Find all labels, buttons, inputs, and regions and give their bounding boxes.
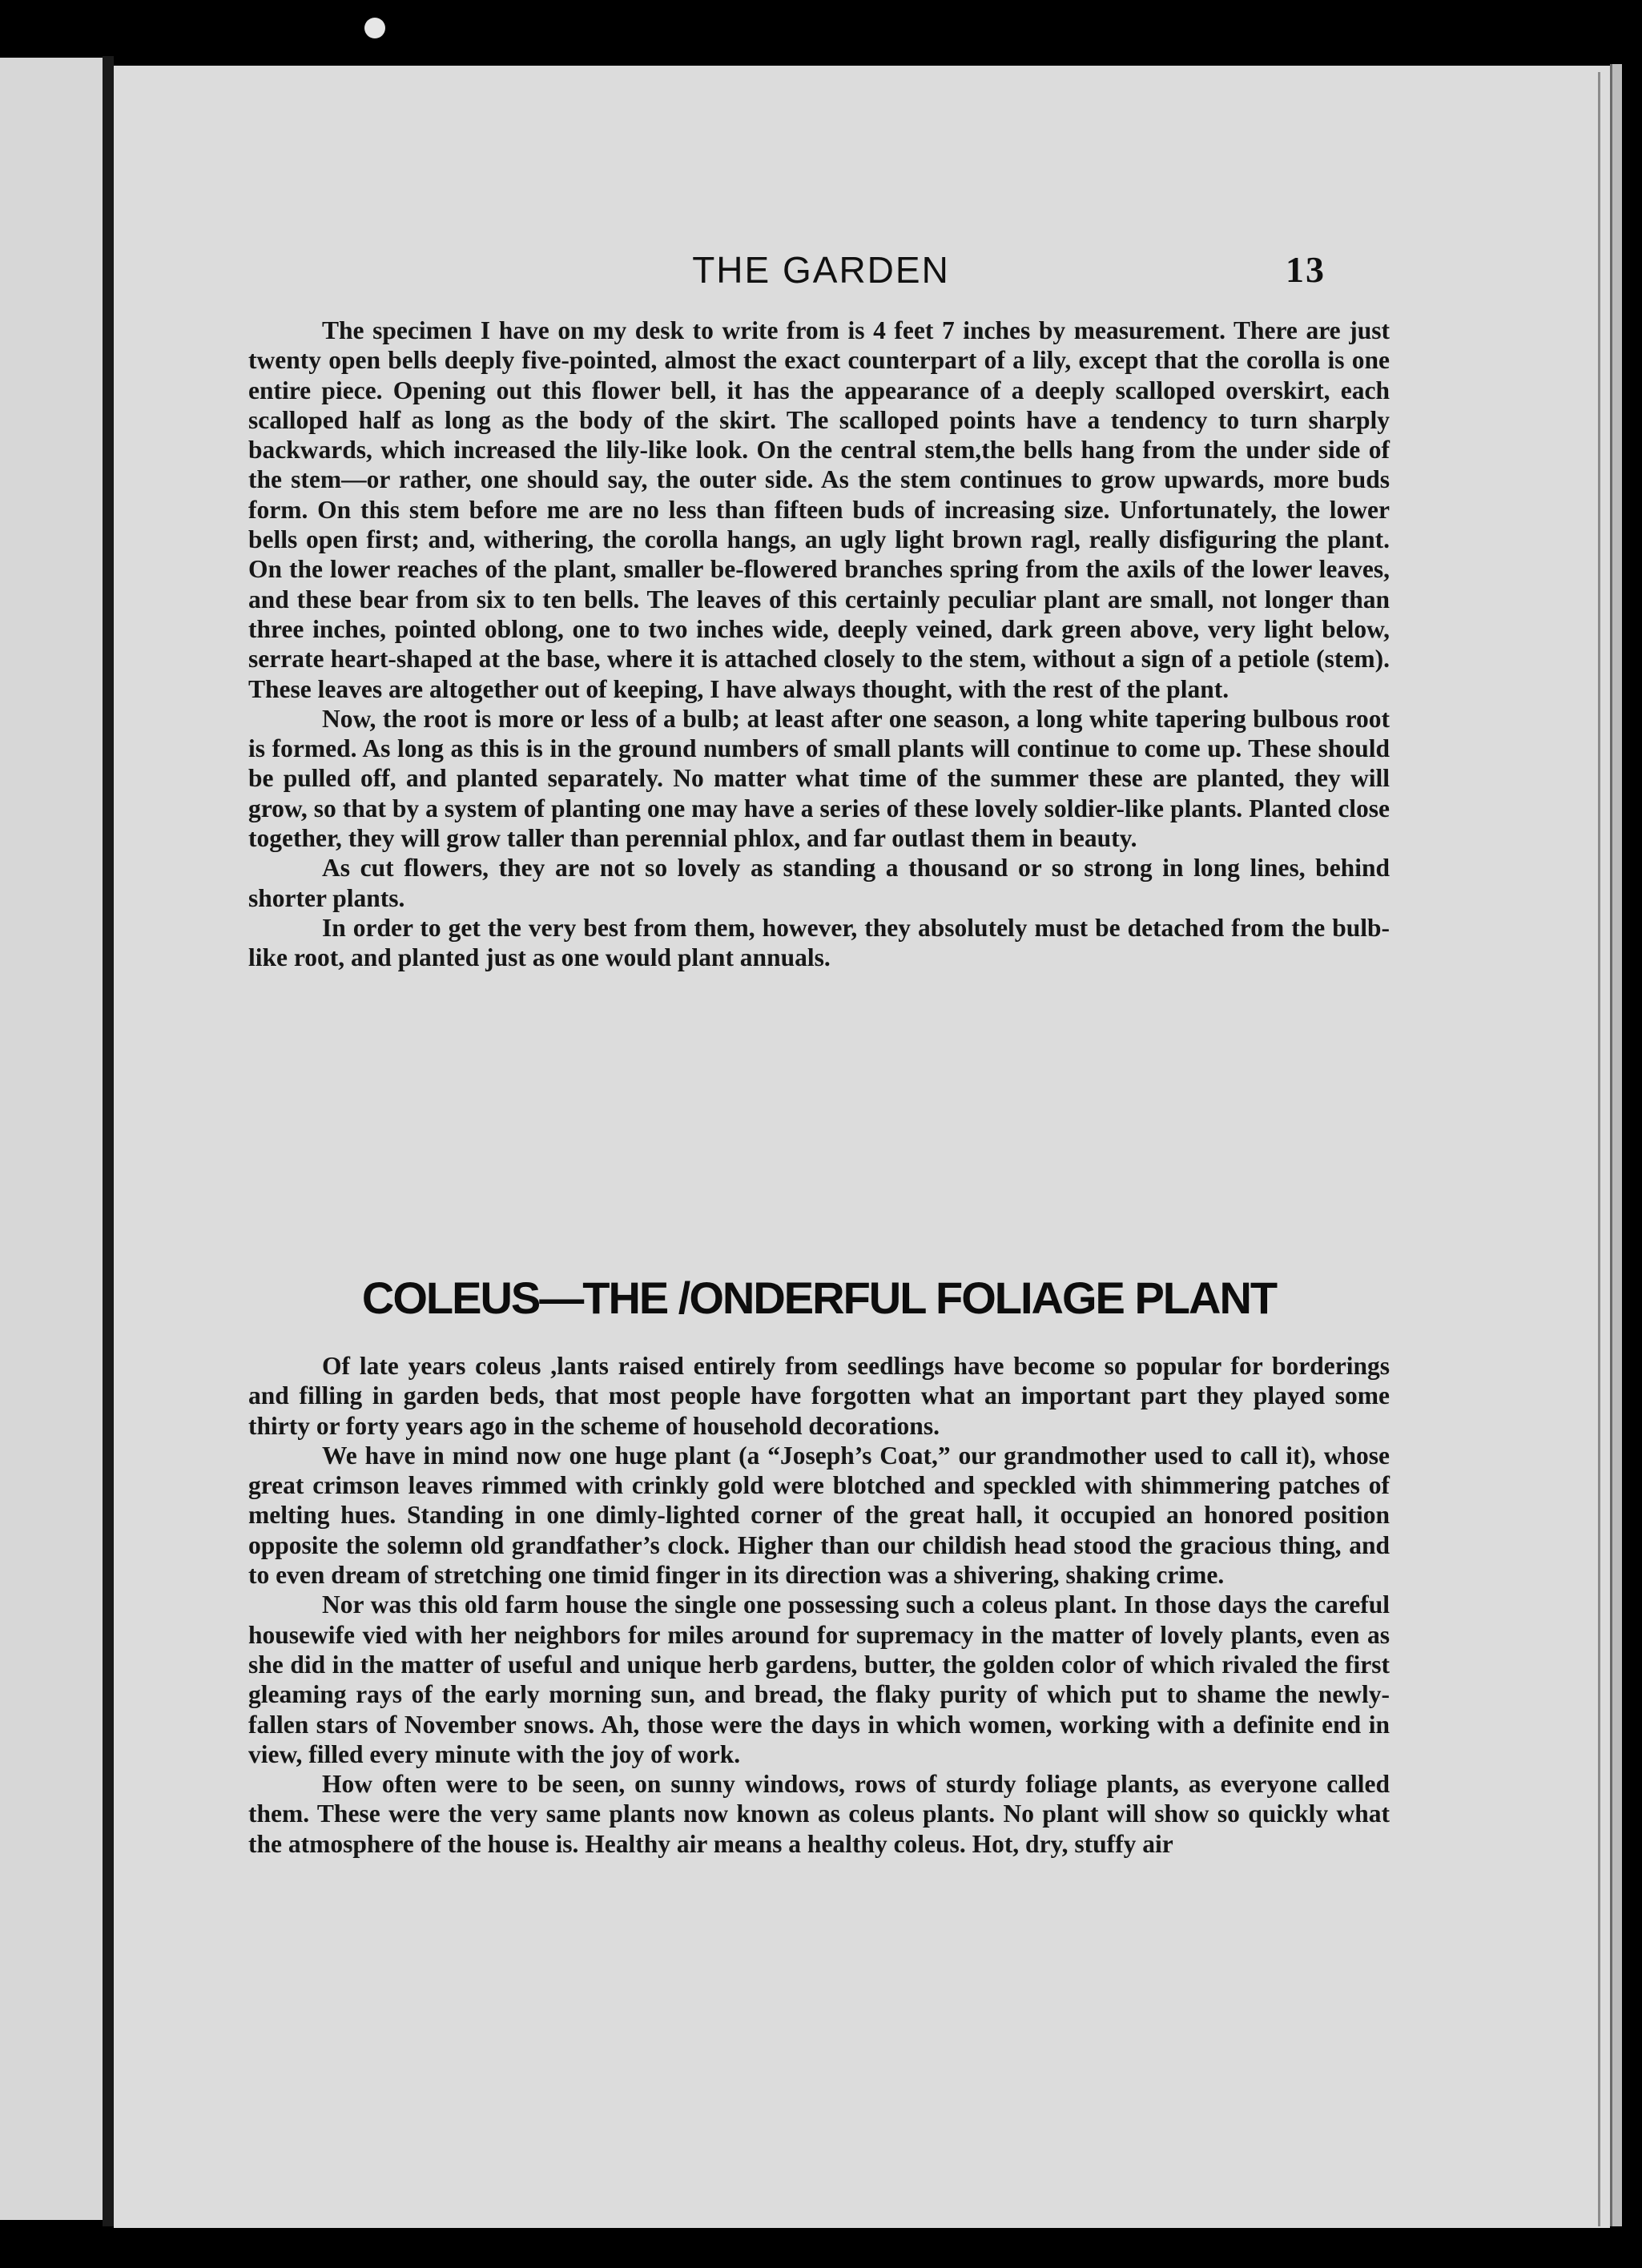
binding-gutter	[103, 56, 114, 2226]
paragraph: Now, the root is more or less of a bulb; at least after one season, a long white tapering bulbous root is formed. As long as this is in the ground numbers of small plants will continue to come up. These should be pulled off, and planted separately. No matter what time of the summer these are planted, they will grow, so that by a system of planting one may have a series of these lovely soldier-like plants. Planted close together, they will grow taller than perennial phlox, and far outlast them in beauty.	[248, 704, 1390, 853]
scan-speck	[364, 18, 385, 38]
running-header	[248, 248, 1394, 296]
page-fold-line	[1598, 72, 1600, 2226]
article-heading: COLEUS—THE /ONDERFUL FOLIAGE PLANT	[361, 1273, 1277, 1323]
paragraph: Of late years coleus ,lants raised entirely from seedlings have become so popular for borderings and filling in garden beds, that most people have forgotten what an important part they played some thirty or forty years ago in the scheme of household decorations.	[248, 1352, 1390, 1440]
paragraph: Nor was this old farm house the single one possessing such a coleus plant. In those days the careful housewife vied with her neighbors for miles around for supremacy in the matter of lovely plants, even as she did in the matter of useful and unique herb gardens, butter, the golden color of which rivaled the first gleaming rays of the early morning sun, and bread, the flaky purity of which put to shame the newly-fallen stars of November snows. Ah, those were the days in which women, working with a definite end in view, filled every minute with the joy of work.	[248, 1590, 1390, 1768]
paragraph: In order to get the very best from them, however, they absolutely must be detached from the bulb-like root, and planted just as one would plant annuals.	[248, 913, 1390, 972]
paragraph: The specimen I have on my desk to write from is 4 feet 7 inches by measurement. There are just twenty open bells deeply five-pointed, almost the exact counterpart of a lily, except that the corolla is one entire piece. Opening out this flower bell, it has the appearance of a deeply scalloped overskirt, each scalloped half as long as the body of the skirt. The scalloped points have a tendency to turn sharply backwards, which increased the lily-like look. On the central stem,the bells hang from the under side of the stem—or rather, one should say, the outer side. As the stem continues to grow upwards, more buds form. On this stem before me are no less than fifteen buds of increasing size. Unfortunately, the lower bells open first; and, withering, the corolla hangs, an ugly light brown ragl, really disfiguring the plant. On the lower reaches of the plant, smaller be-flowered branches spring from the axils of the lower leaves, and these bear from six to ten bells. The leaves of this certainly peculiar plant are small, not longer than three inches, pointed oblong, one to two inches wide, deeply veined, dark green above, very light below, serrate heart-shaped at the base, where it is attached closely to the stem, without a sign of a petiole (stem). These leaves are altogether out of keeping, I have always thought, with the rest of the plant.	[248, 316, 1390, 703]
paragraph: As cut flowers, they are not so lovely as standing a thousand or so strong in long lines, behind shorter plants.	[248, 854, 1390, 912]
page-stack-edge	[1610, 64, 1622, 2226]
running-title: THE GARDEN	[692, 249, 950, 291]
page-number: 13	[1286, 249, 1326, 290]
paragraph: We have in mind now one huge plant (a “Joseph’s Coat,” our grandmother used to call it), whose great crimson leaves rimmed with crinkly gold were blotched and speckled with shimmering patches of melting hues. Standing in one dimly-lighted corner of the great hall, it occupied an honored position opposite the solemn old grandfather’s clock. Higher than our childish head stood the gracious thing, and to even dream of stretching one timid finger in its direction was a shivering, shaking crime.	[248, 1441, 1390, 1590]
previous-page-edge	[0, 58, 103, 2220]
article-continued-text	[248, 316, 1390, 973]
coleus-article-text	[248, 1351, 1390, 1859]
paragraph: How often were to be seen, on sunny windows, rows of sturdy foliage plants, as everyone called them. These were the very same plants now known as coleus plants. No plant will show so quickly what the atmosphere of the house is. Healthy air means a healthy coleus. Hot, dry, stuffy air	[248, 1770, 1390, 1858]
